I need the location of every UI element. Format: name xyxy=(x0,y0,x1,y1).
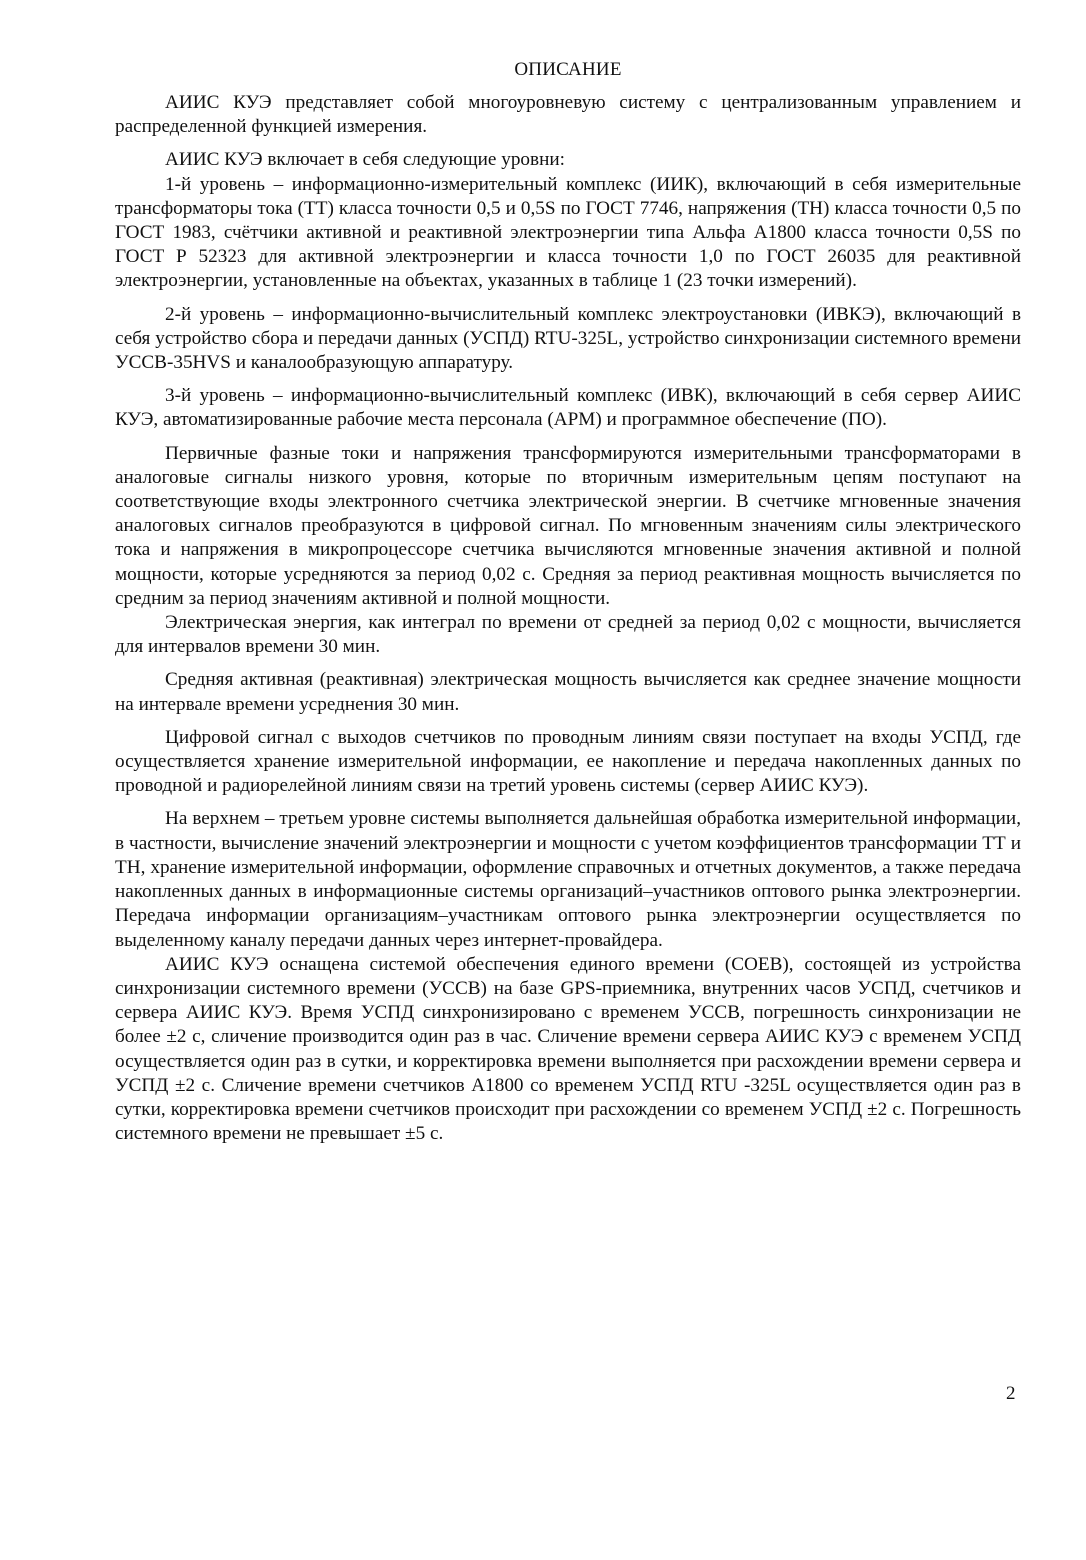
paragraph-level-1: 1-й уровень – информационно-измерительный комплекс (ИИК), включающий в себя измерительные трансформаторы тока (ТТ) класса точности 0,5 и 0,5S по ГОСТ 7746, напряжения (ТН) класса точности 0,5 по ГОСТ 1983, счётчики активной и реактивной электроэнергии типа Альфа А1800 класса точности 0,5S по ГОСТ Р 52323 для активной электроэнергии и класса точности 1,0 по ГОСТ 26035 для реактивной электроэнергии, установленные на объектах, указанных в таблице 1 (23 точки измерений). xyxy=(115,173,1021,292)
paragraph-average-power: Средняя активная (реактивная) электрическая мощность вычисляется как среднее значение мощности на интервале времени усреднения 30 мин. xyxy=(115,669,1021,715)
paragraph-upper-level: На верхнем – третьем уровне системы выполняется дальнейшая обработка измерительной информации, в частности, вычисление значений электроэнергии и мощности с учетом коэффициентов трансформации ТТ и ТН, хранение измерительной информации, оформление справочных и отчетных документов, а также передача накопленных данных в информационные системы организаций–участников оптового рынка электроэнергии. Передача информации организациям–участникам оптового рынка электроэнергии осуществляется по выделенному каналу передачи данных через интернет-провайдера. xyxy=(115,808,1021,951)
document-page xyxy=(115,58,1021,1146)
paragraph-electric-energy: Электрическая энергия, как интеграл по времени от средней за период 0,02 с мощности, вычисляется для интервалов времени 30 мин. xyxy=(115,612,1021,658)
paragraph-level-2: 2-й уровень – информационно-вычислительный комплекс электроустановки (ИВКЭ), включающий в себя устройство сбора и передачи данных (УСПД) RTU-325L, устройство синхронизации системного времени УССВ-35HVS и каналообразующую аппаратуру. xyxy=(115,303,1021,374)
page-title: ОПИСАНИЕ xyxy=(514,59,622,80)
paragraph-intro: АИИС КУЭ представляет собой многоуровневую систему с централизованным управлением и распределенной функцией измерения. xyxy=(115,92,1021,138)
page-number: 2 xyxy=(1006,1383,1016,1404)
paragraph-primary-currents: Первичные фазные токи и напряжения трансформируются измерительными трансформаторами в аналоговые сигналы низкого уровня, которые по вторичным измерительным цепям поступают на соответствующие входы электронного счетчика электрической энергии. В счетчике мгновенные значения аналоговых сигналов преобразуются в цифровой сигнал. По мгновенным значениям силы электрического тока и напряжения в микропроцессоре счетчика вычисляются мгновенные значения активной и полной мощности, которые усредняются за период 0,02 с. Средняя за период реактивная мощность вычисляется по средним за период значениям активной и полной мощности. xyxy=(115,442,1021,609)
paragraph-time-system: АИИС КУЭ оснащена системой обеспечения единого времени (СОЕВ), состоящей из устройства синхронизации системного времени (УССВ) на базе GPS-приемника, внутренних часов УСПД, счетчиков и сервера АИИС КУЭ. Время УСПД синхронизировано с временем УССВ, погрешность синхронизации не более ±2 с, сличение производится один раз в час. Сличение времени сервера АИИС КУЭ с временем УСПД осуществляется один раз в сутки, и корректировка времени выполняется при расхождении времени сервера и УСПД ±2 с. Сличение времени счетчиков А1800 со временем УСПД RTU -325L осуществляется один раз в сутки, корректировка времени счетчиков происходит при расхождении со временем УСПД ±2 с. Погрешность системного времени не превышает ±5 с. xyxy=(115,953,1021,1145)
paragraph-level-3: 3-й уровень – информационно-вычислительный комплекс (ИВК), включающий в себя сервер АИИС КУЭ, автоматизированные рабочие места персонала (АРМ) и программное обеспечение (ПО). xyxy=(115,385,1021,431)
paragraph-digital-signal: Цифровой сигнал с выходов счетчиков по проводным линиям связи поступает на входы УСПД, где осуществляется хранение измерительной информации, ее накопление и передача накопленных данных по проводной и радиорелейной линиям связи на третий уровень системы (сервер АИИС КУЭ). xyxy=(115,726,1021,797)
paragraph-levels-heading: АИИС КУЭ включает в себя следующие уровни: xyxy=(165,149,565,171)
